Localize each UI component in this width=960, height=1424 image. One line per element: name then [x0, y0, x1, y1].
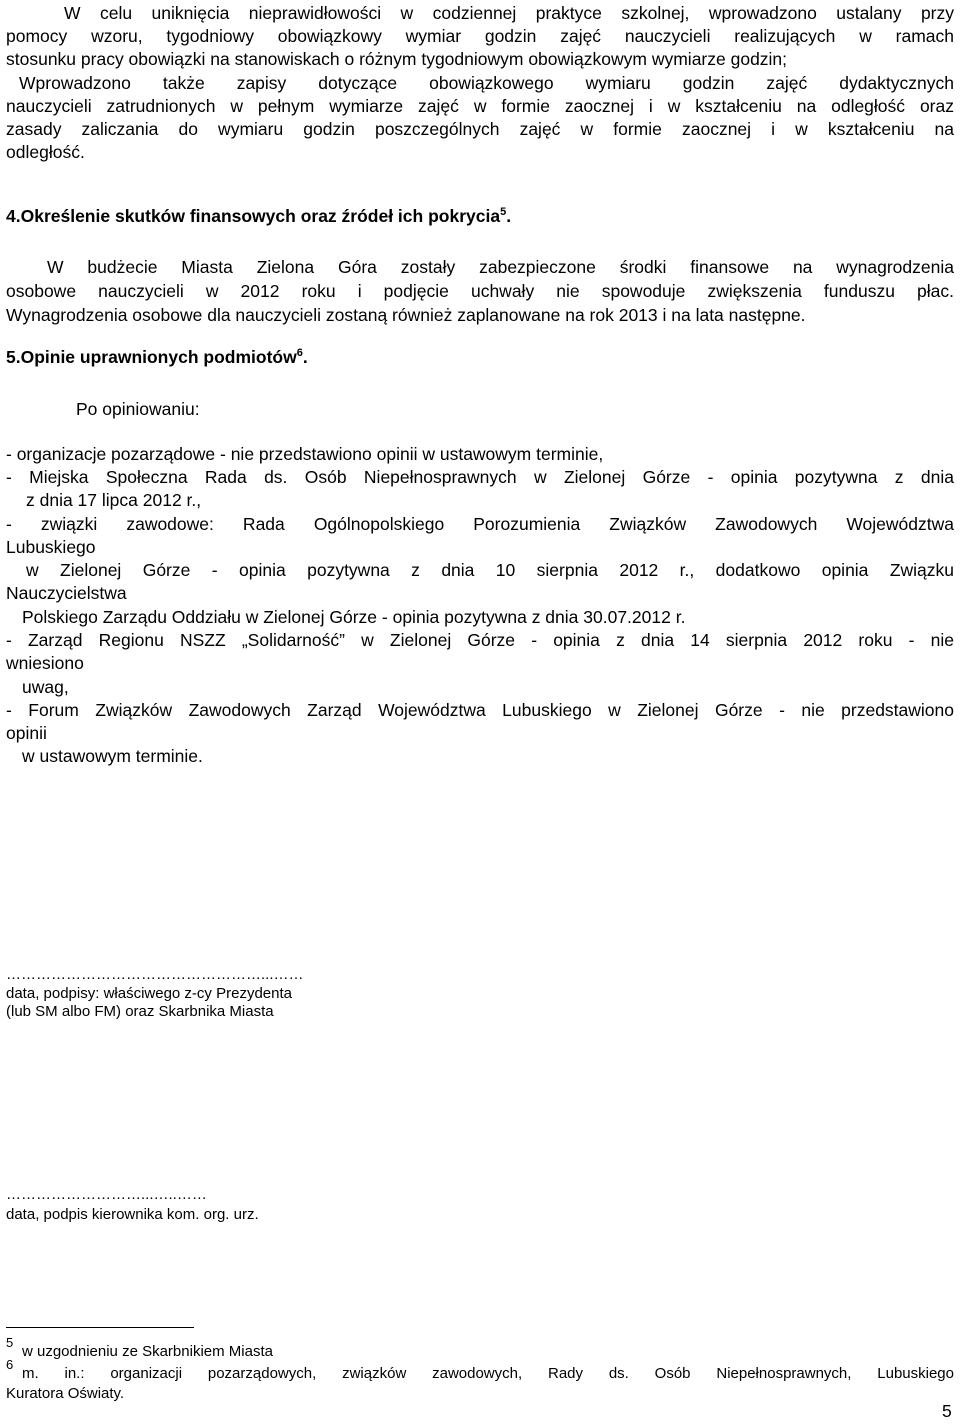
- signature-2-line-1: data, podpis kierownika kom. org. urz.: [6, 1206, 259, 1223]
- section-4-line-2: osobowe nauczycieli w 2012 roku i podjęcie uchwały nie spowoduje zwiększenia funduszu płac.: [6, 281, 954, 301]
- section-4-heading: 4.Określenie skutków finansowych oraz źródeł ich pokrycia$^5$.: [6, 206, 512, 226]
- intro-line-5: nauczycieli zatrudnionych w pełnym wymiarze zajęć w formie zaocznej i w kształceniu na odległość oraz: [6, 96, 954, 116]
- opinion-line-13: opinii: [6, 723, 47, 743]
- signature-1-line-1: data, podpisy: właściwego z-cy Prezydenta: [6, 985, 292, 1002]
- opinion-line-2: - Miejska Społeczna Rada ds. Osób Niepełnosprawnych w Zielonej Górze - opinia pozytywna z dnia: [6, 467, 954, 487]
- footnote-ref-5: 5: [500, 206, 507, 218]
- opinion-line-12: - Forum Związków Zawodowych Zarząd Województwa Lubuskiego w Zielonej Górze - nie przedstawiono: [6, 700, 954, 720]
- page-number: 5: [942, 1401, 952, 1421]
- footnote-5-number: 5: [6, 1335, 14, 1350]
- opinion-line-3: z dnia 17 lipca 2012 r.,: [26, 490, 202, 510]
- section-5-subheading: Po opiniowaniu:: [76, 399, 200, 419]
- footnote-separator: [6, 1327, 194, 1328]
- opinion-line-7: Nauczycielstwa: [6, 583, 127, 603]
- footnote-ref-6: 6: [296, 347, 303, 359]
- opinion-line-5: Lubuskiego: [6, 537, 96, 557]
- section-5-heading: 5.Opinie uprawnionych podmiotów$^6$.: [6, 347, 308, 367]
- footnote-5-text: w uzgodnieniu ze Skarbnikiem Miasta: [22, 1343, 273, 1360]
- intro-line-4: Wprowadzono także zapisy dotyczące obowiązkowego wymiaru godzin zajęć dydaktycznych: [19, 73, 954, 93]
- opinion-line-4: - związki zawodowe: Rada Ogólnopolskiego Porozumienia Związków Zawodowych Województwa: [6, 514, 954, 534]
- footnote-6-text-2: Kuratora Oświaty.: [6, 1385, 125, 1402]
- opinion-line-9: - Zarząd Regionu NSZZ „Solidarność” w Zielonej Górze - opinia z dnia 14 sierpnia 2012 roku - nie: [6, 630, 954, 650]
- intro-line-3: stosunku pracy obowiązki na stanowiskach o różnym tygodniowym obowiązkowym wymiarze godzin;: [6, 49, 788, 69]
- section-4-line-1: W budżecie Miasta Zielona Góra zostały zabezpieczone środki finansowe na wynagrodzenia: [47, 257, 954, 277]
- section-4-line-3: Wynagrodzenia osobowe dla nauczycieli zostaną również zaplanowane na rok 2013 i na lata następne.: [6, 305, 806, 325]
- opinion-line-11: uwag,: [22, 677, 69, 697]
- opinion-line-8: Polskiego Zarządu Oddziału w Zielonej Górze - opinia pozytywna z dnia 30.07.2012 r.: [22, 607, 686, 627]
- signature-1-line-2: (lub SM albo FM) oraz Skarbnika Miasta: [6, 1003, 274, 1020]
- intro-line-2: pomocy wzoru, tygodniowy obowiązkowy wymiar godzin zajęć nauczycieli realizujących w ramach: [6, 26, 954, 46]
- opinion-line-1: - organizacje pozarządowe - nie przedstawiono opinii w ustawowym terminie,: [6, 444, 604, 464]
- intro-line-1: W celu uniknięcia nieprawidłowości w codziennej praktyce szkolnej, wprowadzono ustalany przy: [64, 3, 954, 23]
- footnote-6-number: 6: [6, 1357, 14, 1372]
- footnote-6-text: m. in.: organizacji pozarządowych, związków zawodowych, Rady ds. Osób Niepełnosprawnych, Lubuskiego: [22, 1365, 954, 1382]
- signature-2-dots: ………………………...…..……: [6, 1186, 207, 1203]
- signature-1-dots: ……………………………………………...……: [6, 966, 304, 983]
- intro-line-6: zasady zaliczania do wymiaru godzin poszczególnych zajęć w formie zaocznej i w kształceniu na: [6, 119, 954, 139]
- intro-line-7: odległość.: [6, 142, 85, 162]
- opinion-line-6: w Zielonej Górze - opinia pozytywna z dnia 10 sierpnia 2012 r., dodatkowo opinia Związku: [26, 560, 954, 580]
- opinion-line-10: wniesiono: [6, 653, 84, 673]
- opinion-line-14: w ustawowym terminie.: [22, 746, 203, 766]
